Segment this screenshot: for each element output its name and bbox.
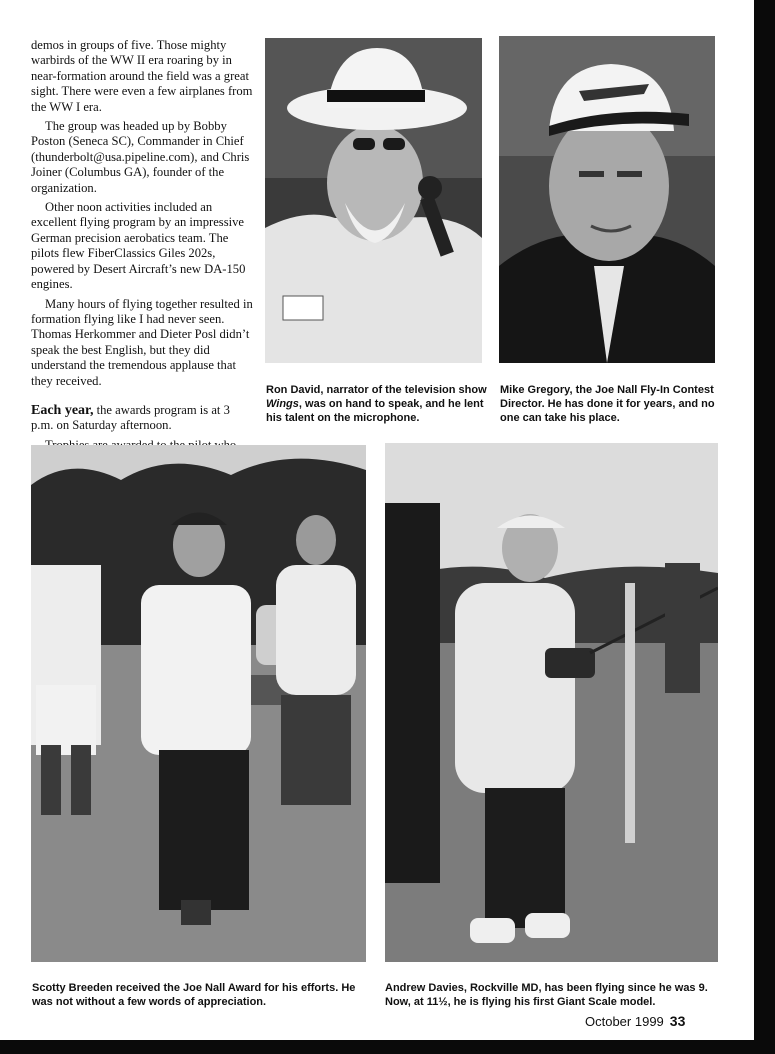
page-edge-bottom bbox=[0, 1040, 775, 1054]
caption-text: Ron David, narrator of the television show bbox=[266, 384, 487, 396]
article-column bbox=[31, 38, 253, 503]
caption-text: , was on hand to speak, and he lent his talent on the microphone. bbox=[266, 398, 484, 424]
issue-date: October 1999 bbox=[585, 1014, 664, 1029]
article-paragraph: Other noon activities included an excellent flying program by an impressive German precision aerobatics team. The pilots flew FiberClassics Giles 202s, powered by Desert Aircraft’s new DA-150 engines. bbox=[31, 200, 246, 292]
caption-italic: Wings bbox=[266, 398, 299, 410]
article-paragraph: The group was headed up by Bobby Poston (Seneca SC), Commander in Chief (thunderbolt@usa.pipeline.com), and Chris Joiner (Columbus GA), founder of the organization. bbox=[31, 119, 250, 195]
photo-scotty-breeden bbox=[31, 445, 366, 962]
lead-rest: the awards program is at 3 p.m. on Saturday afternoon. bbox=[31, 402, 230, 433]
caption-scotty-breeden: Scotty Breeden received the Joe Nall Award for his efforts. He was not without a few words of appreciation. bbox=[32, 982, 356, 1008]
lead-in: Each year, bbox=[31, 402, 94, 418]
page-footer bbox=[585, 1013, 685, 1029]
caption-andrew-davies: Andrew Davies, Rockville MD, has been flying since he was 9. Now, at 11½, he is flying his first Giant Scale model. bbox=[385, 982, 708, 1008]
caption-ron-david bbox=[266, 383, 488, 425]
article-paragraph: demos in groups of five. Those mighty warbirds of the WW II era roaring by in near-formation around the field was a great sight. There were even a few airplanes from the WW I era. bbox=[31, 38, 253, 114]
photo-ron-david bbox=[265, 38, 482, 363]
article-paragraph: Many hours of flying together resulted in formation flying like I had never seen. Thomas Herkommer and Dieter Posl didn’t speak the best English, but they did understand the tremendous applause that they received. bbox=[31, 296, 253, 388]
page-edge-right bbox=[754, 0, 775, 1054]
photo-mike-gregory bbox=[499, 36, 715, 363]
photo-andrew-davies bbox=[385, 443, 718, 962]
article-paragraph-lead bbox=[31, 403, 253, 434]
caption-mike-gregory: Mike Gregory, the Joe Nall Fly-In Contest Director. He has done it for years, and no one can take his place. bbox=[500, 384, 715, 424]
page-number: 33 bbox=[669, 1013, 686, 1029]
